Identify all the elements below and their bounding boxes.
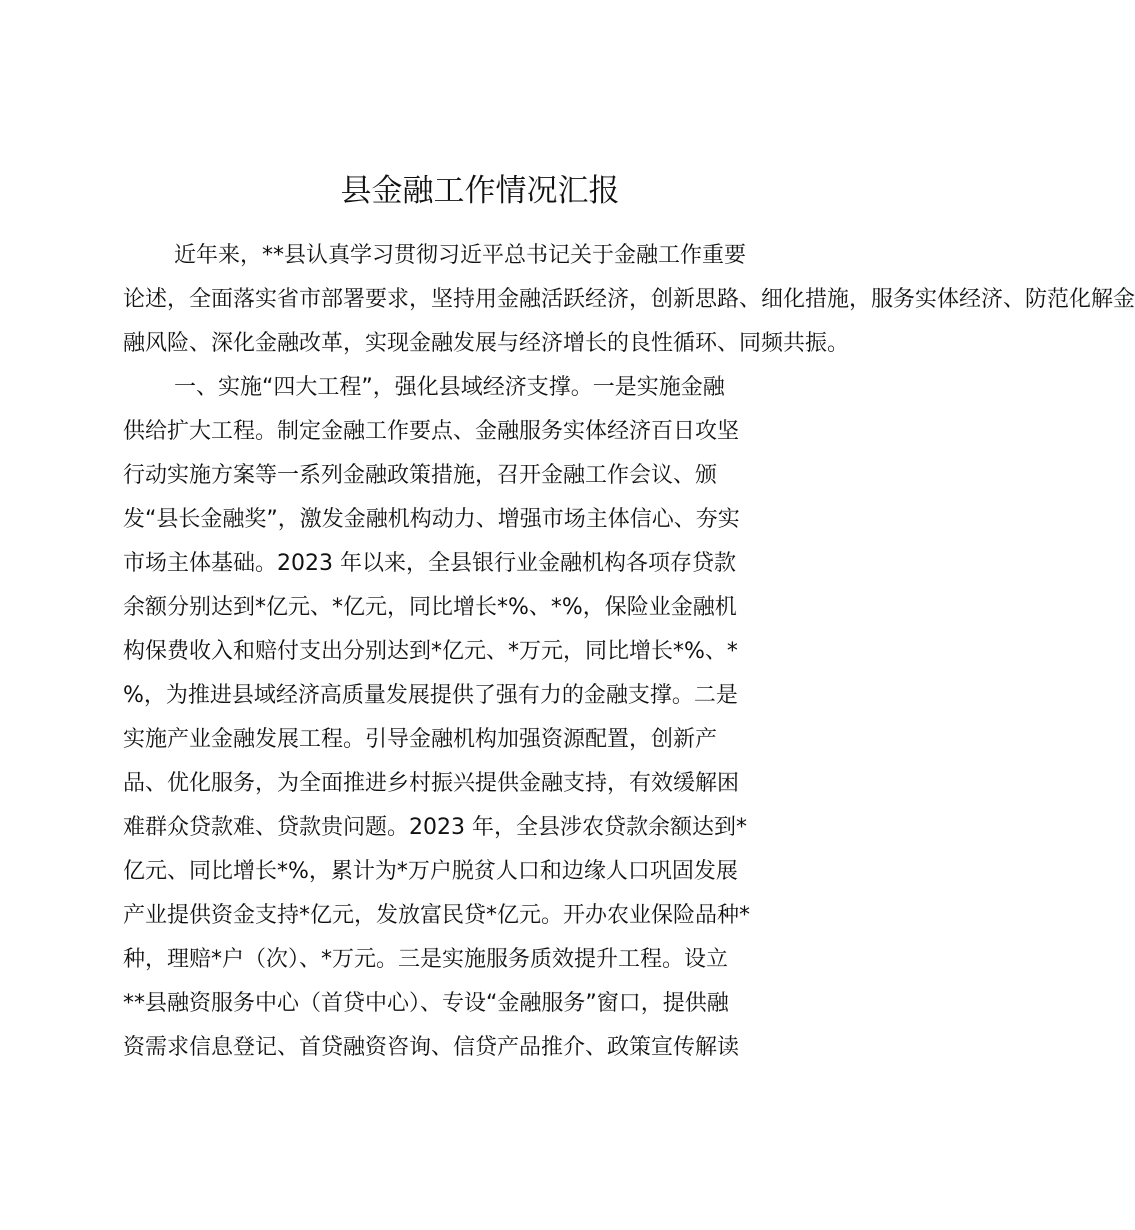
body-line: 行动实施方案等一系列金融政策措施，召开金融工作会议、颁 xyxy=(123,463,718,488)
body-line: 近年来，**县认真学习贯彻习近平总书记关于金融工作重要 xyxy=(174,243,747,268)
body-line: 一、实施“四大工程”，强化县域经济支撑。一是实施金融 xyxy=(174,375,725,400)
body-line: 供给扩大工程。制定金融工作要点、金融服务实体经济百日攻坚 xyxy=(123,419,740,444)
body-line: 实施产业金融发展工程。引导金融机构加强资源配置，创新产 xyxy=(123,727,718,752)
body-line: 难群众贷款难、贷款贵问题。2023 年，全县涉农贷款余额达到* xyxy=(123,815,747,840)
body-line: 市场主体基础。2023 年以来，全县银行业金融机构各项存贷款 xyxy=(123,551,736,576)
body-line: 资需求信息登记、首贷融资咨询、信贷产品推介、政策宣传解读 xyxy=(123,1035,740,1060)
document-title: 县金融工作情况汇报 xyxy=(340,173,620,209)
body-line: 产业提供资金支持*亿元，发放富民贷*亿元。开办农业保险品种* xyxy=(123,903,751,928)
body-line: %，为推进县域经济高质量发展提供了强有力的金融支撑。二是 xyxy=(123,683,738,708)
body-line: **县融资服务中心（首贷中心）、专设“金融服务”窗口，提供融 xyxy=(123,991,729,1016)
body-line: 论述，全面落实省市部署要求，坚持用金融活跃经济，创新思路、细化措施，服务实体经济、防范化解金 xyxy=(123,287,1135,312)
body-line: 发“县长金融奖”，激发金融机构动力、增强市场主体信心、夯实 xyxy=(123,507,740,532)
body-line: 品、优化服务，为全面推进乡村振兴提供金融支持，有效缓解困 xyxy=(123,771,740,796)
body-line: 亿元、同比增长*%，累计为*万户脱贫人口和边缘人口巩固发展 xyxy=(123,859,738,884)
body-line: 构保费收入和赔付支出分别达到*亿元、*万元，同比增长*%、* xyxy=(123,639,738,664)
body-line: 融风险、深化金融改革，实现金融发展与经济增长的良性循环、同频共振。 xyxy=(123,331,850,356)
document-body xyxy=(123,234,1135,1070)
body-line: 种，理赔*户（次）、*万元。三是实施服务质效提升工程。设立 xyxy=(123,947,729,972)
body-line: 余额分别达到*亿元、*亿元，同比增长*%、*%，保险业金融机 xyxy=(123,595,737,620)
